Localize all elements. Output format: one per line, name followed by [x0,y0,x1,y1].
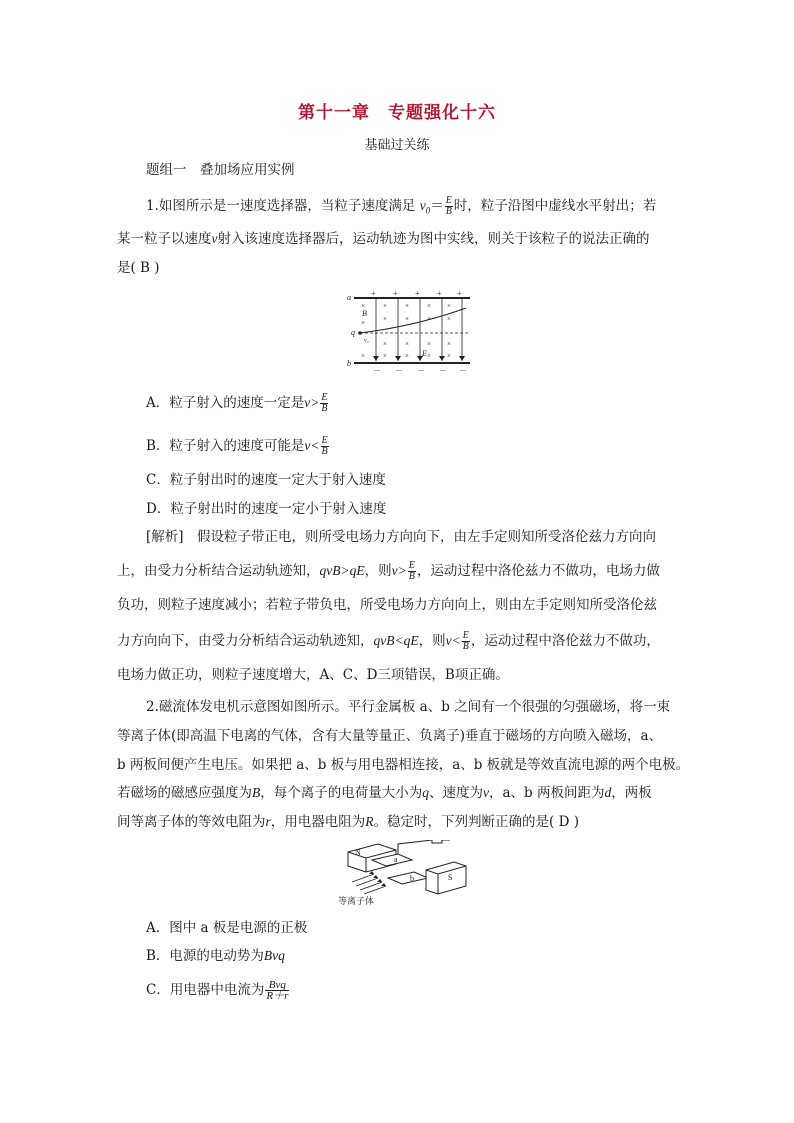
q2-stem-line-1: 2.磁流体发电机示意图如图所示。平行金属板 a、b 之间有一个很强的匀强磁场，将一束 [146,699,671,715]
wire-a [398,840,432,854]
svg-text:×: × [447,302,451,310]
q1-fraction-e-over-b: $\frac{E}{B}$ [445,195,452,217]
q2-option-c: C．用电器中电流为 $\frac{\text{Bvq}}{R+r}$ [146,979,289,1002]
q2-stem-line-2: 等离子体(即高温下电离的气体，含有大量等量正、负离子)垂直于磁场的方向喷入磁场，a、 [117,728,663,744]
q1-stem-line-3: 是( B ) [117,260,160,276]
magnet-s [426,862,466,894]
plasma-arrows [352,874,386,894]
label-plate-a: a [394,855,398,864]
q2-stem-line-3: b 两板间便产生电压。如果把 a、b 板与用电器相连接，a、b 板就是等效直流电源的两个电极。 [117,757,690,773]
q1-stem-text-b: 时，粒子沿图中虚线水平射出；若 [453,198,657,214]
mhd-generator-figure [338,840,476,906]
label-a: a [347,293,351,302]
svg-text:+: + [437,289,442,298]
q1-analysis-line-4: 力方向向下，由受力分析结合运动轨迹知，qvB<qE，则v< $\frac{E}{B}$ ，运动过程中洛伦兹力不做功， [117,630,660,652]
svg-text:×: × [361,319,365,327]
page-title: 第十一章 专题强化十六 [298,103,496,123]
svg-text:+: + [457,289,462,298]
svg-text:×: × [427,340,431,348]
q1-option-c: C．粒子射出时的速度一定大于射入速度 [146,472,386,488]
q1-stem-line-2 [117,229,650,249]
svg-text:－: － [395,366,403,374]
svg-text:×: × [383,302,387,310]
plate-b-shape [388,872,428,884]
svg-text:×: × [383,340,387,348]
figure-caption-plasma: 等离子体 [338,896,375,906]
svg-text:×: × [427,302,431,310]
q1-analysis-line-1: [解析] 假设粒子带正电，则所受电场力方向向下，由左手定则知所受洛伦兹力方向向 [146,529,657,545]
svg-text:×: × [405,340,409,348]
q1-analysis-line-5: 电场力做正功，则粒子速度增大，A、C、D三项错误，B项正确。 [117,667,509,683]
q2-option-b: B．电源的电动势为Bvq [146,948,285,964]
svg-text:×: × [427,315,431,323]
svg-text:×: × [405,352,409,360]
label-b: b [347,359,351,368]
q1-stem-text-c: 某一粒子以速度 [117,231,212,247]
q1-stem-text-d: 射入该速度选择器后，运动轨迹为图中实线，则关于该粒子的说法正确的 [217,231,650,247]
q1-analysis-line-3: 负功，则粒子速度减小；若粒子带负电，所受电场力方向向上，则由左手定则知所受洛伦兹 [117,597,657,613]
svg-text:×: × [447,315,451,323]
svg-text:+: + [415,289,420,298]
q1-option-d: D．粒子射出时的速度一定小于射入速度 [146,501,387,517]
svg-text:×: × [427,352,431,360]
svg-text:－: － [459,366,467,374]
label-B: B [362,309,367,318]
velocity-selector-figure [346,288,478,374]
q1-v0-symbol: $v_0$ [419,198,431,216]
q1-v-symbol: v [211,231,218,246]
svg-text:+: + [393,289,398,298]
svg-text:×: × [383,315,387,323]
label-S: S [448,873,453,882]
q2-stem-line-5: 间等离子体的等效电阻为r，用电器电阻为R。稳定时，下列判断正确的是( D ) [117,814,579,830]
group-heading: 题组一 叠加场应用实例 [146,162,295,178]
q2-option-a: A．图中 a 板是电源的正极 [146,920,308,936]
svg-text:×: × [361,352,365,360]
q1-equals: ＝ [430,198,444,214]
svg-text:－: － [373,366,381,374]
label-v0: v₀ [364,338,369,344]
svg-text:+: + [371,289,376,298]
load-resistor [432,840,442,843]
svg-text:－: － [439,366,447,374]
page-subtitle: 基础过关练 [364,138,430,153]
label-N: N [355,848,361,857]
q1-stem-line-1 [146,196,656,221]
label-q: q [351,328,355,337]
q2-stem-line-4: 若磁场的磁感应强度为B，每个离子的电荷量大小为q、速度为v，a、b 两板间距为d，两板 [117,785,652,801]
q1-option-b: B．粒子射入的速度可能是v< $\frac{E}{B}$ [146,435,328,457]
svg-text:×: × [447,340,451,348]
label-plate-b: b [410,874,414,883]
svg-text:×: × [383,352,387,360]
svg-text:×: × [405,315,409,323]
q1-option-a: A．粒子射入的速度一定是v> $\frac{E}{B}$ [146,392,328,414]
svg-text:×: × [361,302,365,310]
q1-stem-text-a: 1.如图所示是一速度选择器，当粒子速度满足 [146,198,416,214]
q1-analysis-line-2: 上，由受力分析结合运动轨迹知，qvB>qE，则v> $\frac{E}{B}$ ，运动过程中洛伦兹力不做功，电场力做 [117,560,660,582]
svg-text:－: － [417,366,425,374]
particle-dot [358,331,362,335]
svg-text:×: × [405,302,409,310]
label-E: E [422,349,427,358]
svg-text:×: × [447,352,451,360]
